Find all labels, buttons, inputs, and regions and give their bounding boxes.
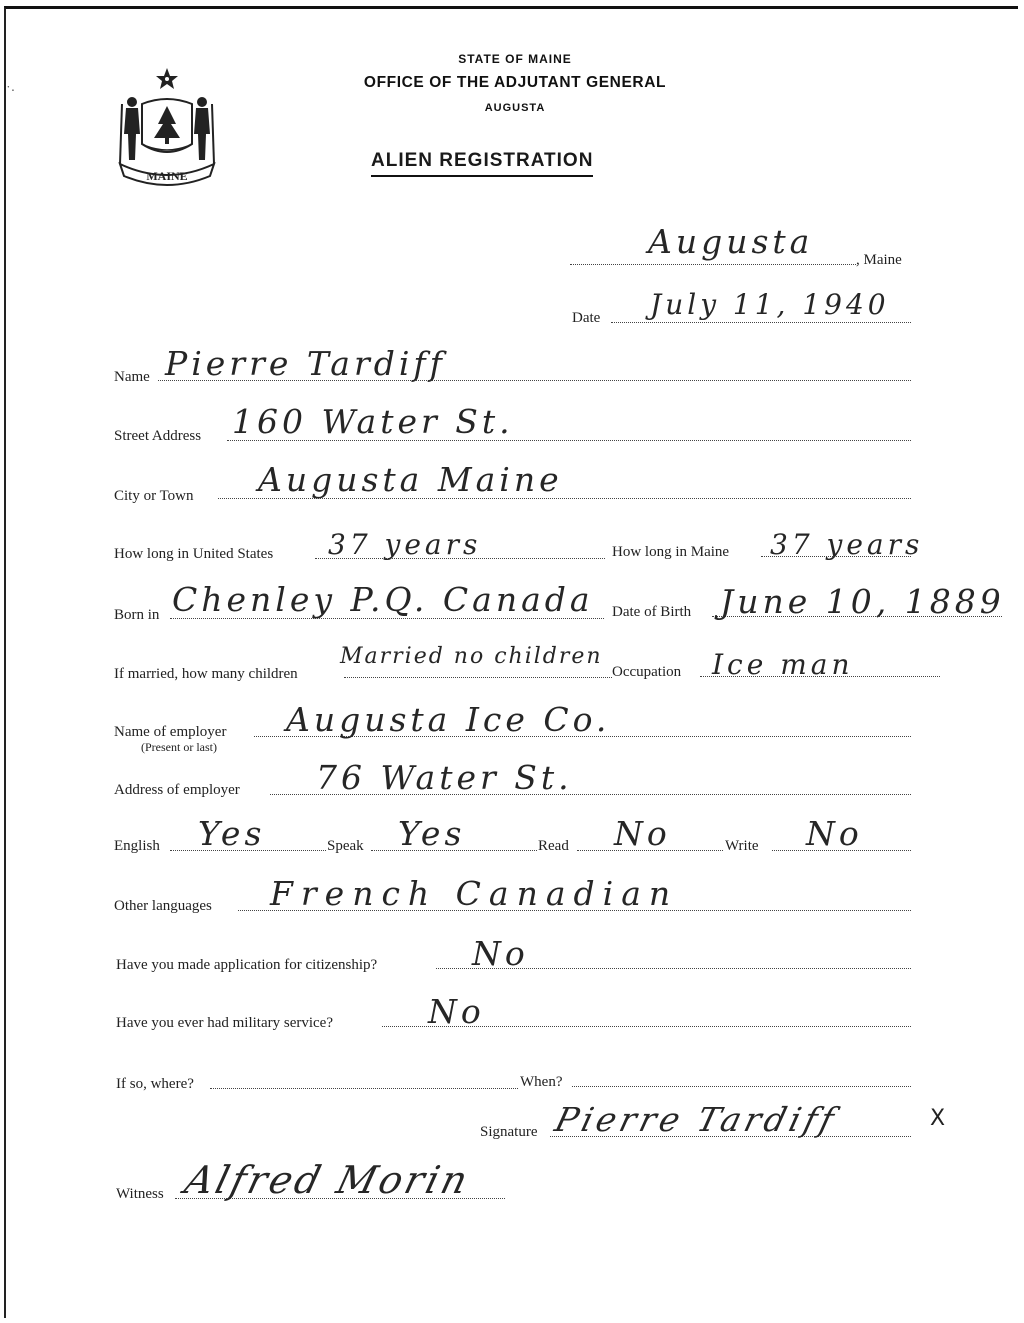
street-address-label: Street Address bbox=[114, 428, 202, 444]
date-of-birth-value[interactable]: June 10, 1889 bbox=[720, 582, 1005, 621]
children-value[interactable]: Married no children bbox=[340, 644, 603, 669]
years-maine-value[interactable]: 37 years bbox=[770, 528, 924, 561]
employer-address-label: Address of employer bbox=[114, 782, 240, 798]
other-languages-value[interactable]: French Canadian bbox=[270, 874, 679, 913]
citizenship-label: Have you made application for citizenship? bbox=[116, 957, 378, 973]
years-us-value[interactable]: 37 years bbox=[328, 528, 482, 561]
date-line bbox=[611, 322, 911, 323]
header-office: OFFICE OF THE ADJUTANT GENERAL bbox=[363, 74, 667, 91]
city-label: City or Town bbox=[114, 488, 194, 504]
employer-label: Name of employer bbox=[114, 724, 227, 740]
place-value[interactable]: Augusta bbox=[648, 222, 814, 261]
read-label: Read bbox=[538, 838, 569, 854]
date-value[interactable]: July 11, 1940 bbox=[650, 288, 890, 321]
occupation-label: Occupation bbox=[612, 664, 682, 680]
when-line bbox=[572, 1086, 911, 1087]
place-line bbox=[570, 264, 856, 265]
speak-value[interactable]: Yes bbox=[398, 814, 466, 853]
born-in-label: Born in bbox=[114, 607, 160, 623]
when-label: When? bbox=[520, 1074, 563, 1090]
signature-label: Signature bbox=[480, 1124, 538, 1140]
employer-address-value[interactable]: 76 Water St. bbox=[316, 758, 573, 797]
english-value[interactable]: Yes bbox=[198, 814, 266, 853]
signature-value[interactable]: Pierre Tardiff bbox=[551, 1100, 842, 1139]
write-label: Write bbox=[725, 838, 759, 854]
where-label: If so, where? bbox=[116, 1076, 194, 1092]
years-us-label: How long in United States bbox=[114, 546, 274, 562]
years-maine-label: How long in Maine bbox=[612, 544, 730, 560]
english-label: English bbox=[114, 838, 160, 854]
svg-text:MAINE: MAINE bbox=[146, 169, 188, 183]
date-label: Date bbox=[572, 310, 601, 326]
write-value[interactable]: No bbox=[806, 814, 863, 853]
other-languages-label: Other languages bbox=[114, 898, 212, 914]
header-state: STATE OF MAINE bbox=[458, 52, 572, 66]
scan-speck: ˙· bbox=[6, 84, 16, 99]
name-label: Name bbox=[114, 369, 150, 385]
military-label: Have you ever had military service? bbox=[116, 1015, 333, 1031]
speak-label: Speak bbox=[327, 838, 364, 854]
street-address-value[interactable]: 160 Water St. bbox=[232, 402, 514, 441]
born-in-value[interactable]: Chenley P.Q. Canada bbox=[172, 580, 594, 619]
header-city: AUGUSTA bbox=[484, 102, 546, 114]
children-line bbox=[344, 677, 612, 678]
citizenship-value[interactable]: No bbox=[472, 934, 529, 973]
signature-x-mark: X bbox=[930, 1106, 946, 1131]
military-value[interactable]: No bbox=[428, 992, 485, 1031]
children-label: If married, how many children bbox=[114, 666, 298, 682]
name-value[interactable]: Pierre Tardiff bbox=[165, 344, 446, 383]
employer-value[interactable]: Augusta Ice Co. bbox=[286, 700, 611, 739]
read-value[interactable]: No bbox=[614, 814, 671, 853]
form-title: ALIEN REGISTRATION bbox=[371, 150, 593, 177]
city-value[interactable]: Augusta Maine bbox=[258, 460, 563, 499]
employer-sublabel: (Present or last) bbox=[141, 740, 217, 754]
where-line bbox=[210, 1088, 518, 1089]
witness-value[interactable]: Alfred Morin bbox=[180, 1158, 475, 1202]
occupation-value[interactable]: Ice man bbox=[712, 648, 854, 681]
place-suffix: , Maine bbox=[856, 252, 902, 268]
date-of-birth-label: Date of Birth bbox=[612, 604, 692, 620]
witness-label: Witness bbox=[116, 1186, 164, 1202]
